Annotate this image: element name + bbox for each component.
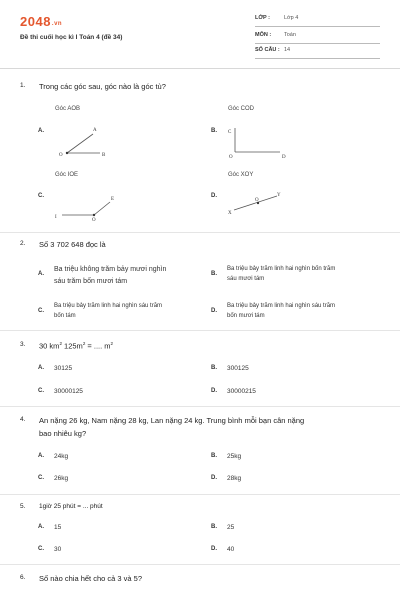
point-e-label: E — [111, 197, 115, 202]
point-o-label: O — [229, 155, 233, 160]
point-o-label: O — [92, 218, 96, 223]
meta-class: LỚP : Lớp 4 — [255, 12, 380, 27]
exam-header — [0, 0, 400, 70]
point-a-label: A — [93, 128, 97, 133]
site-logo[interactable]: 2048.vn — [20, 14, 63, 29]
q2-option-a-text: Ba triệu không trăm bảy mươi nghìn sáu trăm bốn mươi tám — [54, 266, 167, 285]
q1-angle-cod-figure — [225, 122, 295, 164]
point-c-label: C — [228, 130, 232, 135]
q2-option-d-text: Ba triệu bảy trăm linh hai nghìn sáu trăm bốn mươi tám — [227, 303, 336, 319]
point-d-label: D — [282, 155, 286, 160]
question-divider — [0, 494, 400, 495]
q1-angle-xoy-figure — [222, 186, 297, 221]
q2-option-b-text: Ba triệu bảy trăm linh hai nghìn bốn trăm sáu mươi tám — [227, 266, 336, 282]
exam-title: Đề thi cuối học kì I Toán 4 (đề 34) — [20, 34, 123, 41]
q1-angle-aob-figure — [55, 120, 125, 165]
point-o-label: O — [255, 198, 259, 203]
point-b-label: B — [102, 153, 106, 158]
q1-option-b-label: Góc COD — [228, 106, 255, 112]
question-divider — [0, 232, 400, 233]
meta-question-count: SỐ CÂU : 14 — [255, 44, 380, 59]
header-divider — [0, 68, 400, 69]
question-divider — [0, 564, 400, 565]
question-divider — [0, 330, 400, 331]
point-y-label: Y — [277, 193, 281, 198]
q1-option-a-label: Góc AOB — [55, 106, 81, 112]
q1-angle-ioe-figure — [52, 190, 127, 225]
q2-option-c-text: Ba triệu bảy trăm linh hai nghìn sáu trăm bốn tám — [54, 303, 163, 319]
point-i-label: I — [55, 215, 57, 220]
question-divider — [0, 406, 400, 407]
point-x-label: X — [228, 211, 232, 216]
point-o-label: O — [59, 153, 63, 158]
q1-option-c-label: Góc IOE — [55, 172, 79, 178]
q1-option-d-label: Góc XOY — [228, 172, 254, 178]
meta-subject: MÔN : Toán — [255, 29, 380, 44]
